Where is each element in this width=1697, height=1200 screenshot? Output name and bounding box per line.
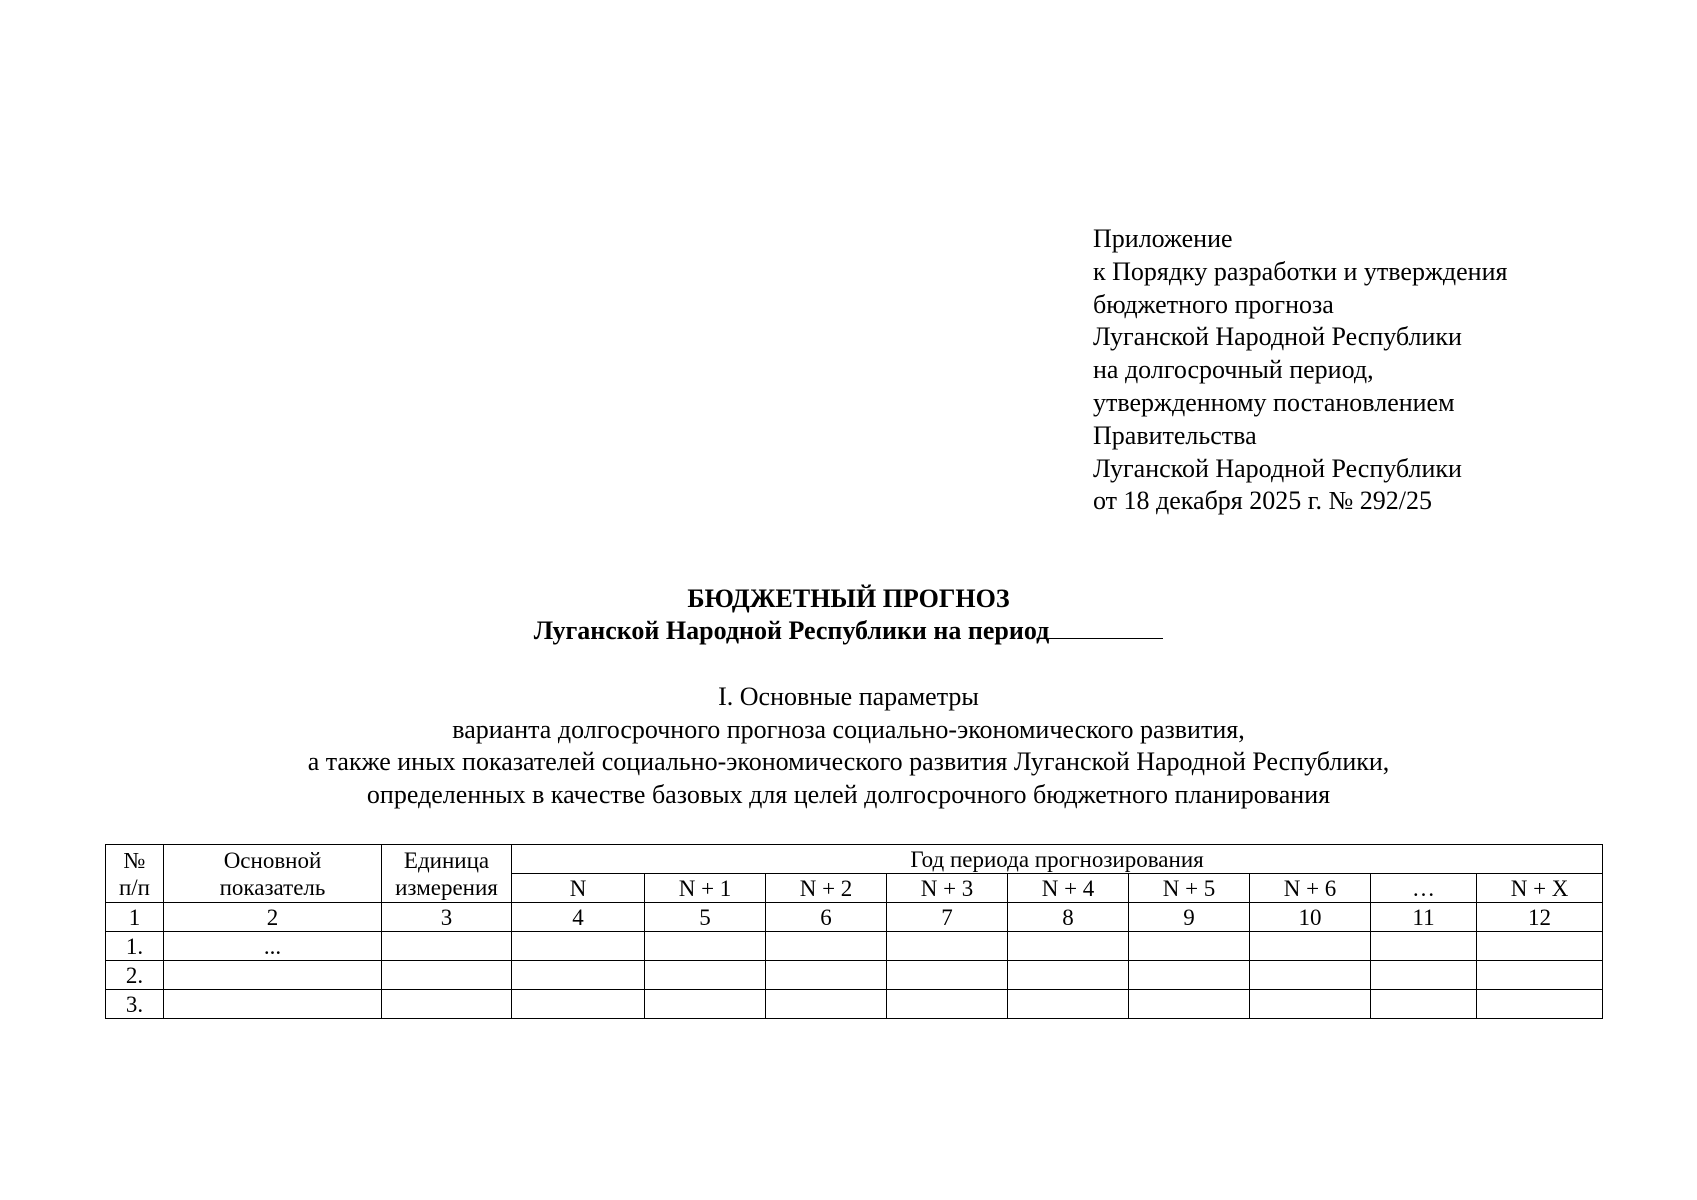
document-title (0, 583, 1697, 647)
row-unit (382, 932, 512, 961)
appendix-line: Луганской Народной Республики (1093, 322, 1462, 352)
header-indicator-line2: показатель (219, 874, 326, 900)
header-num-line1: № (123, 847, 146, 873)
row-value-cell (1371, 990, 1477, 1019)
row-value-cell (1250, 932, 1371, 961)
title-line-1: БЮДЖЕТНЫЙ ПРОГНОЗ (687, 584, 1010, 613)
row-value-cell (766, 990, 887, 1019)
table-row (106, 932, 1603, 961)
header-period-group: Год периода прогнозирования (512, 845, 1603, 874)
row-value-cell (887, 932, 1008, 961)
row-value-cell (1250, 990, 1371, 1019)
row-num: 3. (106, 990, 164, 1019)
row-value-cell (645, 961, 766, 990)
row-value-cell (1008, 961, 1129, 990)
table-row (106, 961, 1603, 990)
appendix-line: Правительства (1093, 420, 1257, 450)
row-unit (382, 990, 512, 1019)
column-number-row (106, 903, 1603, 932)
row-value-cell (1129, 961, 1250, 990)
row-value-cell (1477, 961, 1603, 990)
header-year: N + 6 (1250, 874, 1371, 903)
column-number: 5 (645, 903, 766, 932)
column-number: 12 (1477, 903, 1603, 932)
row-value-cell (645, 932, 766, 961)
header-num (106, 845, 164, 903)
row-value-cell (766, 932, 887, 961)
column-number: 10 (1250, 903, 1371, 932)
header-year: … (1371, 874, 1477, 903)
column-number: 4 (512, 903, 645, 932)
section-line: определенных в качестве базовых для целей долгосрочного бюджетного планирования (366, 779, 1331, 809)
appendix-line: Приложение (1093, 224, 1233, 253)
forecast-table (105, 844, 1603, 1019)
row-value-cell (887, 961, 1008, 990)
header-unit (382, 845, 512, 903)
appendix-line: от 18 декабря 2025 г. № 292/25 (1093, 486, 1433, 516)
header-num-line2: п/п (118, 874, 150, 900)
row-value-cell (1129, 932, 1250, 961)
header-year: N + 3 (887, 874, 1008, 903)
appendix-line: Луганской Народной Республики (1093, 453, 1462, 483)
column-number: 8 (1008, 903, 1129, 932)
section-line: а также иных показателей социально-экономического развития Луганской Народной Республики, (307, 747, 1390, 776)
header-indicator-line1: Основной (223, 847, 322, 873)
row-value-cell (512, 932, 645, 961)
row-value-cell (512, 990, 645, 1019)
row-value-cell (1008, 932, 1129, 961)
header-year: N + 5 (1129, 874, 1250, 903)
row-value-cell (766, 961, 887, 990)
title-line-2 (0, 615, 1697, 647)
column-number: 1 (106, 903, 164, 932)
row-value-cell (1129, 990, 1250, 1019)
row-num: 2. (106, 961, 164, 990)
row-value-cell (1371, 961, 1477, 990)
column-number: 9 (1129, 903, 1250, 932)
row-value-cell (1477, 932, 1603, 961)
header-year: N + 2 (766, 874, 887, 903)
row-indicator (164, 961, 382, 990)
header-unit-line2: измерения (395, 874, 498, 900)
section-line: варианта долгосрочного прогноза социально-экономического развития, (452, 714, 1245, 744)
row-value-cell (1250, 961, 1371, 990)
row-value-cell (512, 961, 645, 990)
appendix-line: к Порядку разработки и утверждения (1093, 256, 1508, 286)
header-indicator (164, 845, 382, 903)
row-indicator: ... (164, 932, 382, 961)
section-heading (0, 681, 1697, 811)
section-line: I. Основные параметры (718, 682, 979, 711)
header-year: N (512, 874, 645, 903)
column-number: 3 (382, 903, 512, 932)
row-indicator (164, 990, 382, 1019)
appendix-note (1093, 223, 1653, 518)
header-unit-line1: Единица (403, 847, 490, 873)
row-value-cell (645, 990, 766, 1019)
appendix-line: на долгосрочный период, (1093, 355, 1374, 385)
column-number: 2 (164, 903, 382, 932)
header-year: N + 4 (1008, 874, 1129, 903)
appendix-line: утвержденному постановлением (1093, 387, 1455, 417)
row-value-cell (1371, 932, 1477, 961)
row-value-cell (1008, 990, 1129, 1019)
appendix-line: бюджетного прогноза (1093, 289, 1334, 319)
header-year: N + 1 (645, 874, 766, 903)
table-header-row (106, 845, 1603, 874)
column-number: 6 (766, 903, 887, 932)
column-number: 11 (1371, 903, 1477, 932)
row-num: 1. (106, 932, 164, 961)
row-value-cell (1477, 990, 1603, 1019)
title-line-2-text: Луганской Народной Республики на период (533, 616, 1050, 645)
row-unit (382, 961, 512, 990)
column-number: 7 (887, 903, 1008, 932)
table-row (106, 990, 1603, 1019)
period-blank-line (1049, 618, 1163, 639)
row-value-cell (887, 990, 1008, 1019)
header-year: N + X (1477, 874, 1603, 903)
